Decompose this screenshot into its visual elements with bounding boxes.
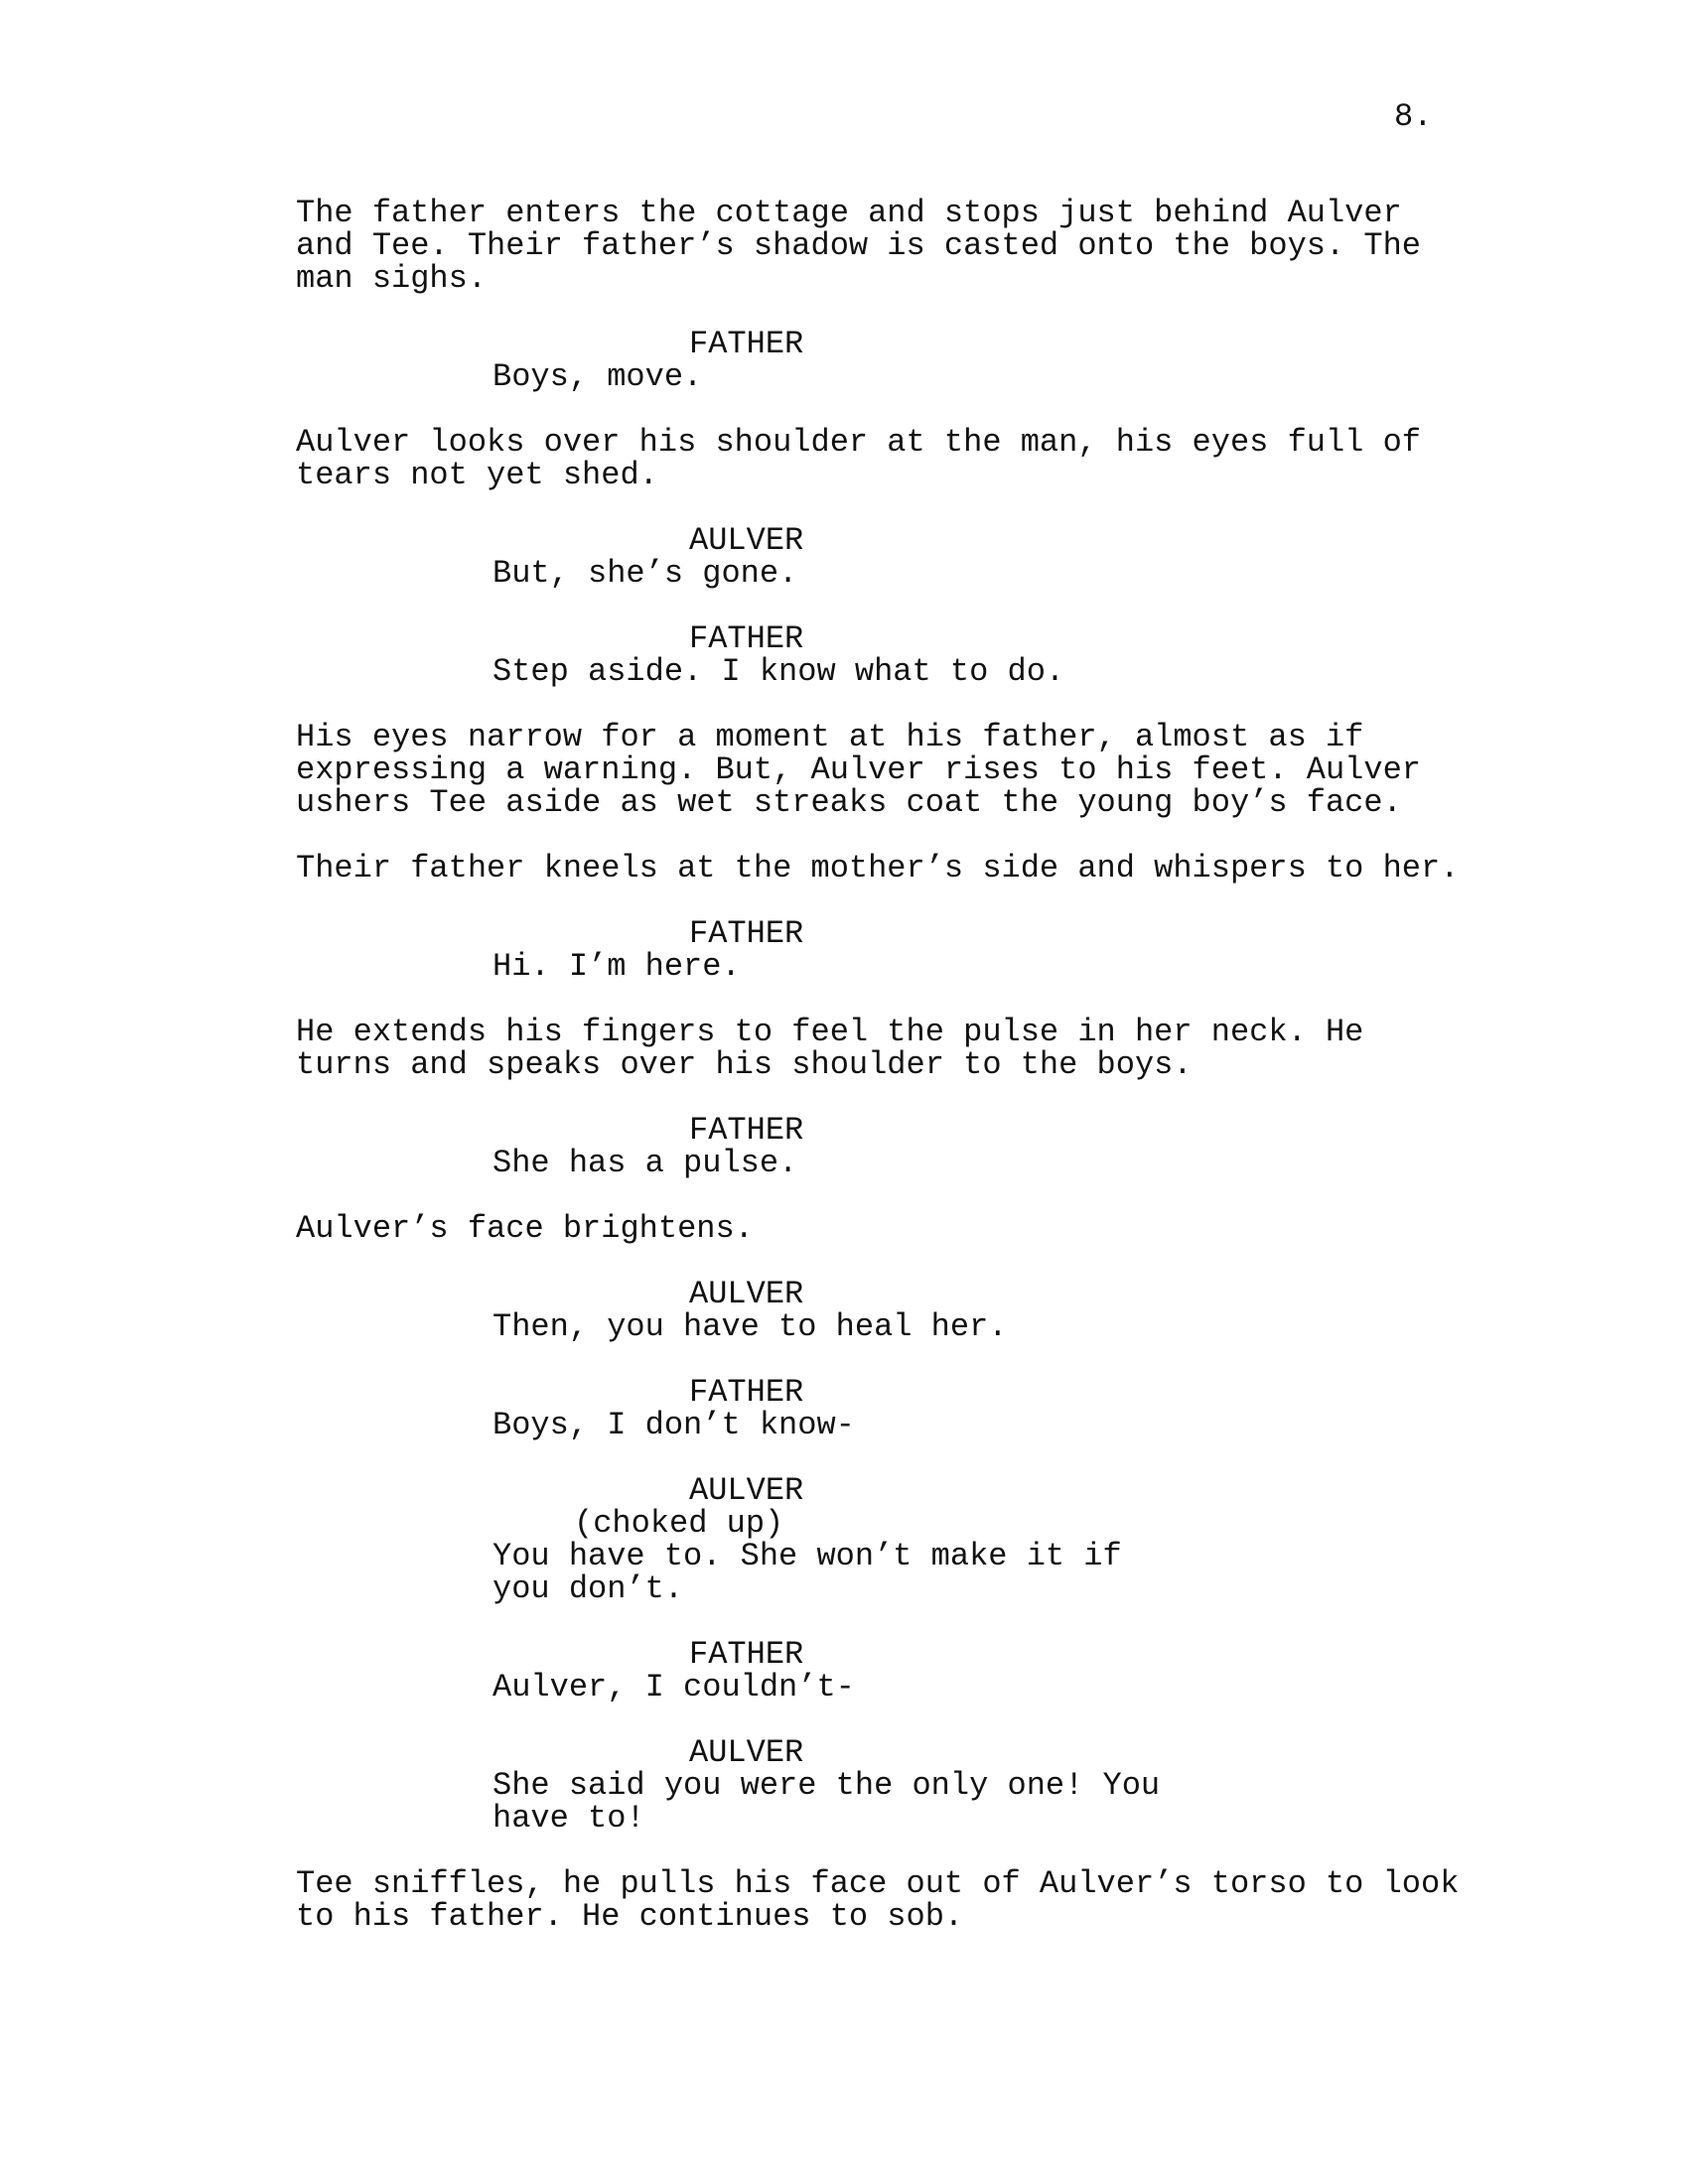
dialogue-line: Boys, I don’t know- [492,1407,855,1443]
dialogue-line: have to! [492,1800,645,1837]
dialogue-line: She said you were the only one! You [492,1767,1161,1804]
action-line: Tee sniffles, he pulls his face out of Aulver’s torso to look [296,1865,1460,1902]
action-line: Aulver looks over his shoulder at the man, his eyes full of [296,424,1421,461]
character-cue: FATHER [689,620,804,657]
action-line: man sighs. [296,260,488,297]
dialogue-line: Boys, move. [492,358,703,395]
dialogue-line: Hi. I’m here. [492,948,741,985]
dialogue-line: Aulver, I couldn’t- [492,1669,855,1706]
action-line: expressing a warning. But, Aulver rises to his feet. Aulver [296,751,1421,788]
dialogue-line: You have to. She won’t make it if [492,1538,1122,1574]
dialogue-line: Then, you have to heal her. [492,1308,1008,1345]
action-line: tears not yet shed. [296,457,658,493]
dialogue-line: Step aside. I know what to do. [492,653,1065,690]
character-cue: AULVER [689,1276,804,1312]
character-cue: AULVER [689,522,804,559]
character-cue: AULVER [689,1472,804,1509]
character-cue: FATHER [689,326,804,362]
dialogue-line: you don’t. [492,1570,684,1607]
character-cue: FATHER [689,1374,804,1411]
page-number: 8. [1394,98,1433,135]
action-line: and Tee. Their father’s shadow is casted onto the boys. The [296,227,1421,264]
dialogue-line: She has a pulse. [492,1145,798,1181]
action-line: Aulver’s face brightens. [296,1210,754,1247]
character-cue: FATHER [689,915,804,952]
dialogue-line: But, she’s gone. [492,555,798,592]
action-line: He extends his fingers to feel the pulse in her neck. He [296,1014,1364,1050]
action-line: The father enters the cottage and stops just behind Aulver [296,195,1402,231]
action-line: turns and speaks over his shoulder to the boys. [296,1046,1193,1083]
action-line: Their father kneels at the mother’s side and whispers to her. [296,850,1460,887]
character-cue: FATHER [689,1636,804,1673]
character-cue: FATHER [689,1112,804,1149]
action-line: to his father. He continues to sob. [296,1898,964,1935]
action-line: His eyes narrow for a moment at his father, almost as if [296,719,1364,755]
action-line: ushers Tee aside as wet streaks coat the young boy’s face. [296,784,1402,821]
parenthetical: (choked up) [574,1505,784,1542]
character-cue: AULVER [689,1734,804,1771]
